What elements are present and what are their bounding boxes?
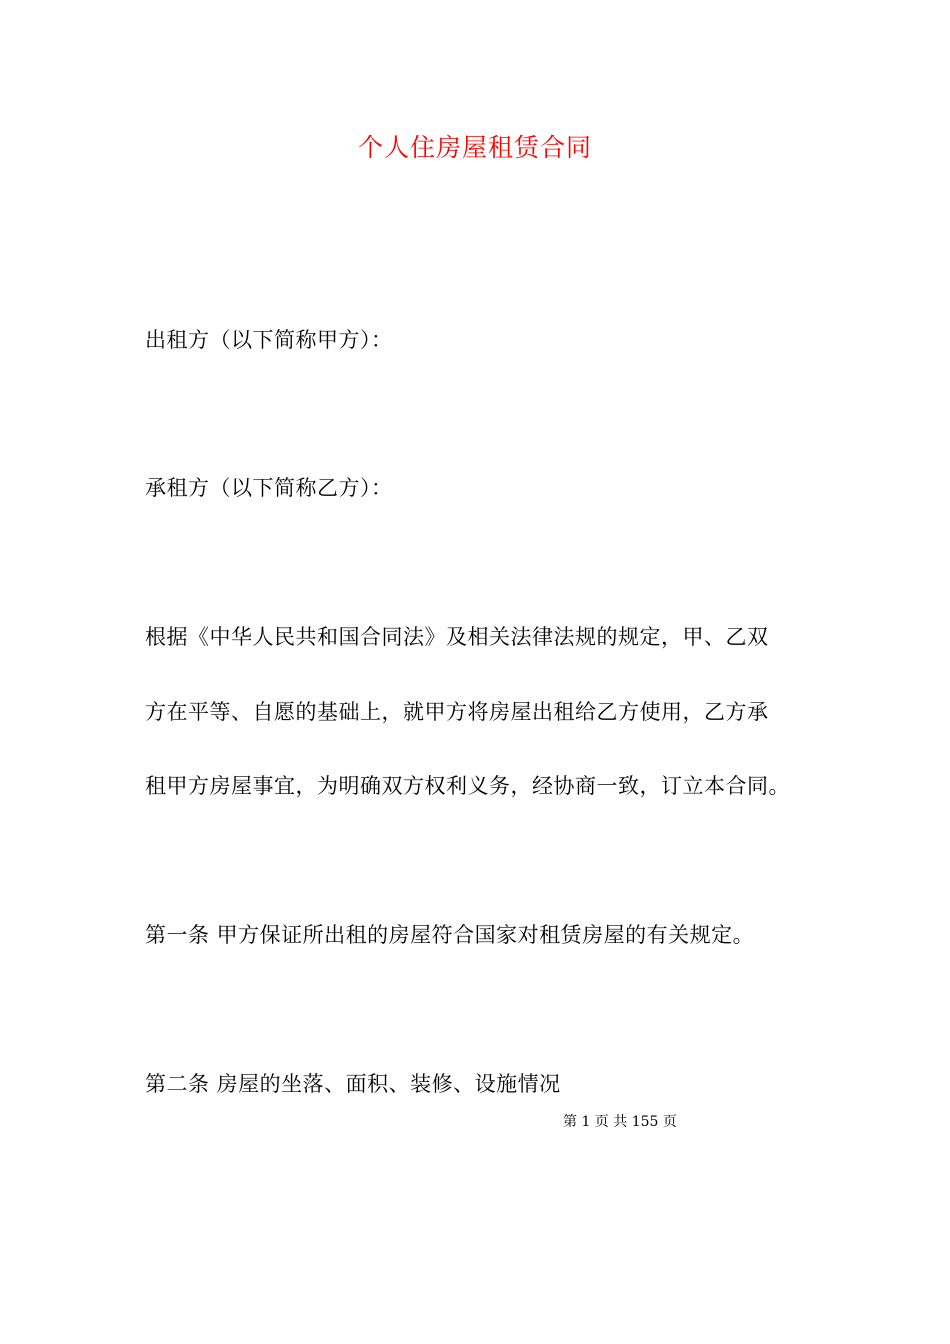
lessee-line: 承租方（以下简称乙方）： [145,476,393,500]
document-title: 个人住房屋租赁合同 [357,133,592,162]
preamble-line-3: 租甲方房屋事宜，为明确双方权利义务，经协商一致，订立本合同。 [145,774,790,798]
lessor-line: 出租方（以下简称甲方）： [145,328,393,352]
preamble-line-2: 方在平等、自愿的基础上，就甲方将房屋出租给乙方使用，乙方承 [145,700,769,724]
article-1: 第一条 甲方保证所出租的房屋符合国家对租赁房屋的有关规定。 [145,923,755,947]
article-2: 第二条 房屋的坐落、面积、装修、设施情况 [145,1072,561,1096]
page-number-footer: 第 1 页 共 155 页 [563,1114,677,1130]
preamble-line-1: 根据《中华人民共和国合同法》及相关法律法规的规定，甲、乙双 [145,625,769,649]
